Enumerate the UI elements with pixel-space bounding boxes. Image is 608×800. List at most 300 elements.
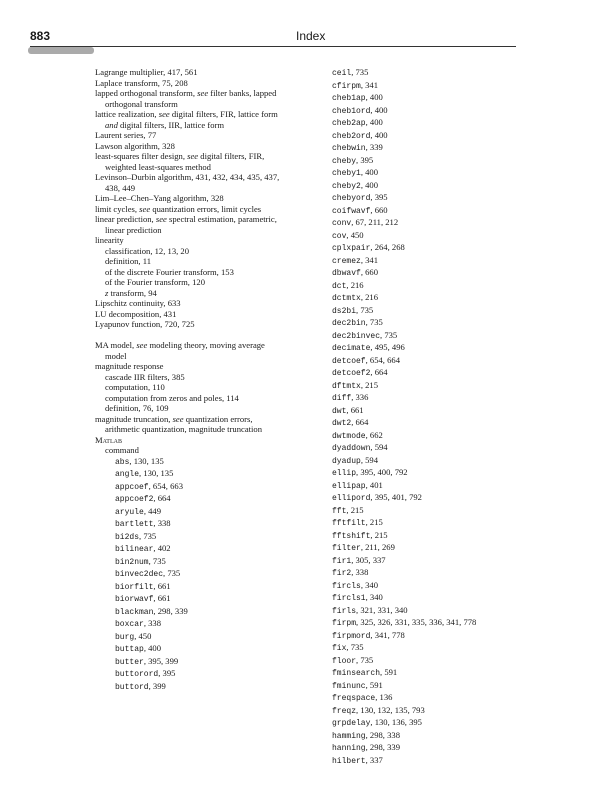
index-entry <box>95 568 315 581</box>
index-entry <box>332 117 582 130</box>
entry-text: filter banks, lapped <box>210 88 277 98</box>
command-name: fir1 <box>332 556 352 566</box>
index-entry <box>332 642 582 655</box>
entry-text: Laplace transform, 75, 208 <box>95 77 188 88</box>
command-name: coifwavf <box>332 206 371 216</box>
command-name: freqz <box>332 706 357 716</box>
index-entry <box>95 193 315 204</box>
entry-text: digital filters, FIR, lattice form <box>171 109 278 119</box>
page-refs: , 395 <box>370 192 388 202</box>
page-refs: , 450 <box>134 630 152 641</box>
index-entry <box>332 717 582 730</box>
index-entry <box>332 155 582 168</box>
see-reference: see <box>155 214 167 224</box>
index-entry <box>332 705 582 718</box>
page-refs: , 664 <box>351 417 369 427</box>
index-entry <box>95 319 315 330</box>
page-refs: , 400 <box>365 117 383 127</box>
index-entry <box>95 668 315 681</box>
index-entry <box>332 555 582 568</box>
command-name: firls <box>332 606 357 616</box>
command-name: fminsearch <box>332 669 381 678</box>
page-refs: , 449 <box>143 505 161 516</box>
entry-text: magnitude response <box>95 361 164 371</box>
page-refs: , 130, 135 <box>129 455 164 466</box>
index-column-left <box>95 67 315 693</box>
thumb-tab-bar <box>28 47 94 54</box>
entry-text: arithmetic quantization, magnitude truncation <box>105 424 263 434</box>
page-refs: , 591 <box>380 667 398 677</box>
index-entry <box>332 730 582 743</box>
index-entry <box>95 468 315 481</box>
entry-text: definition, 11 <box>105 256 151 266</box>
index-entry <box>95 162 315 173</box>
index-entry <box>332 267 582 280</box>
entry-text: of the discrete Fourier transform, 153 <box>105 266 234 277</box>
entry-text: quantization errors, limit cycles <box>152 203 262 214</box>
page-refs: , 211, 269 <box>360 542 395 552</box>
command-name: ellipap <box>332 481 366 491</box>
page-refs: , 654, 663 <box>148 480 183 491</box>
page-refs: , 400 <box>360 179 378 190</box>
page-refs: , 130, 132, 135, 793 <box>356 704 425 715</box>
page-refs: , 298, 339 <box>365 742 400 752</box>
index-entry <box>95 256 315 267</box>
page-refs: , 401 <box>365 479 383 490</box>
entry-text: magnitude truncation, <box>95 413 171 424</box>
command-name: fminunc <box>332 681 366 691</box>
page-refs: , 594 <box>360 454 378 465</box>
index-entry <box>95 643 315 656</box>
entry-text: modeling theory, moving average <box>149 340 265 350</box>
command-name: filter <box>332 544 361 553</box>
page-refs: , 735 <box>346 642 364 652</box>
index-entry <box>95 631 315 644</box>
page-refs: , 664 <box>370 367 388 377</box>
page-refs: , 660 <box>370 204 388 215</box>
command-name: dftmtx <box>332 381 361 391</box>
entry-text: Lyapunov function, 720, 725 <box>95 319 195 329</box>
index-entry <box>332 305 582 318</box>
command-name: aryule <box>115 507 144 517</box>
command-name: freqspace <box>332 694 376 703</box>
entry-text: computation, 110 <box>105 382 165 392</box>
page-refs: , 660 <box>360 267 378 277</box>
command-name: grpdelay <box>332 719 371 728</box>
index-entry <box>95 403 315 414</box>
index-entry <box>332 142 582 155</box>
index-entry <box>95 109 315 120</box>
index-entry <box>95 556 315 569</box>
command-name: detcoef2 <box>332 369 371 378</box>
index-entry <box>332 655 582 668</box>
index-entry <box>332 630 582 643</box>
page-refs: , 495, 496 <box>370 342 405 352</box>
page-refs: , 336 <box>351 392 369 402</box>
command-name: fir2 <box>332 569 352 578</box>
index-entry <box>95 361 315 372</box>
command-name: bilinear <box>115 545 154 554</box>
command-name: cheb2ord <box>332 131 371 141</box>
command-name: hanning <box>332 744 366 753</box>
command-name: appcoef <box>115 482 149 492</box>
command-name: cheb2ap <box>332 119 366 128</box>
command-name: burg <box>115 632 135 642</box>
entry-text: definition, 76, 109 <box>105 403 169 413</box>
command-name: dec2bin <box>332 319 366 328</box>
command-name: dyaddown <box>332 444 371 453</box>
page-refs: , 215 <box>360 379 378 390</box>
page-refs: , 338 <box>143 618 161 628</box>
command-name: buttord <box>115 682 149 692</box>
index-entry <box>332 567 582 580</box>
entry-text: lattice realization, <box>95 109 157 119</box>
page-refs: , 591 <box>365 679 383 690</box>
entry-text: cascade IIR filters, 385 <box>105 371 185 382</box>
page-refs: , 402 <box>153 543 171 553</box>
index-entry <box>332 505 582 518</box>
entry-text: digital filters, IIR, lattice form <box>120 119 225 130</box>
entry-text: orthogonal transform <box>105 98 178 109</box>
entry-italic: z <box>105 287 109 298</box>
index-entry <box>95 78 315 89</box>
page-refs: , 662 <box>365 429 383 440</box>
index-entry <box>95 414 315 425</box>
index-entry <box>95 506 315 519</box>
index-entry <box>95 88 315 99</box>
index-entry <box>332 92 582 105</box>
command-name: dwtmode <box>332 431 366 441</box>
index-entry <box>332 380 582 393</box>
page-refs: , 735 <box>163 568 181 578</box>
command-name: decimate <box>332 344 371 353</box>
index-entry <box>332 480 582 493</box>
page-refs: , 264, 268 <box>370 242 405 252</box>
command-name: cplxpair <box>332 244 371 253</box>
page-refs: , 395, 400, 792 <box>356 467 408 477</box>
command-name: boxcar <box>115 620 144 629</box>
page-refs: , 216 <box>346 279 364 290</box>
index-entry <box>95 67 315 78</box>
page-refs: , 130, 136, 395 <box>370 717 422 727</box>
command-name: cheby2 <box>332 181 361 191</box>
entry-italic: and <box>105 119 118 130</box>
index-entry <box>95 681 315 694</box>
entry-text: model <box>105 350 127 361</box>
command-name: fftshift <box>332 531 371 541</box>
entry-text: quantization errors, <box>185 413 253 424</box>
index-entry <box>332 280 582 293</box>
page-refs: , 298, 338 <box>365 729 400 740</box>
index-entry <box>95 141 315 152</box>
page-refs: , 395, 399 <box>143 655 179 666</box>
page-refs: , 661 <box>153 593 171 603</box>
index-entry <box>95 183 315 194</box>
index-entry <box>332 192 582 205</box>
index-entry <box>95 618 315 631</box>
entry-text: linear prediction, <box>95 214 154 224</box>
command-name: conv <box>332 219 352 228</box>
page-refs: , 337 <box>365 754 383 765</box>
see-reference: see <box>139 203 151 214</box>
entry-text: transform, 94 <box>110 287 157 298</box>
entry-text: least-squares filter design, <box>95 151 185 161</box>
index-entry <box>95 424 315 435</box>
command-name: binvec2dec <box>115 570 164 579</box>
see-reference: see <box>158 109 170 119</box>
command-name: appcoef2 <box>115 495 154 504</box>
command-name: blackman <box>115 607 154 617</box>
page-refs: , 400 <box>143 643 161 653</box>
page-refs: , 735 <box>380 329 398 340</box>
page-refs: , 339 <box>365 142 383 152</box>
command-name: buttorord <box>115 670 159 679</box>
command-name: fircls <box>332 581 361 591</box>
command-name: fftfilt <box>332 519 366 528</box>
command-name: firpm <box>332 619 357 628</box>
index-entry <box>332 342 582 355</box>
entry-text: Lawson algorithm, 328 <box>95 140 175 151</box>
index-entry <box>95 130 315 141</box>
index-entry <box>332 130 582 143</box>
command-name: cheb1ord <box>332 106 371 116</box>
page-refs: , 321, 331, 340 <box>356 604 408 615</box>
index-entry <box>332 355 582 368</box>
page-refs: , 735 <box>356 304 374 315</box>
page-refs: , 735 <box>351 67 369 77</box>
entry-text: classification, 12, 13, 20 <box>105 245 190 256</box>
entry-text: 438, 449 <box>105 182 136 193</box>
index-entry <box>95 606 315 619</box>
index-entry <box>95 435 315 446</box>
index-entry <box>332 255 582 268</box>
command-name: ellipord <box>332 494 371 503</box>
index-entry <box>332 392 582 405</box>
command-name: firpmord <box>332 631 371 641</box>
command-name: ellip <box>332 469 357 478</box>
index-entry <box>95 372 315 383</box>
entry-text: MA model, <box>95 340 135 350</box>
index-entry <box>95 288 315 299</box>
page-refs: , 338 <box>351 567 369 577</box>
entry-text: Lipschitz continuity, 633 <box>95 298 181 308</box>
page-refs: , 395, 401, 792 <box>370 492 422 502</box>
index-entry <box>95 246 315 257</box>
page-refs: , 215 <box>346 504 364 515</box>
index-entry <box>95 120 315 131</box>
page-refs: , 399 <box>148 680 166 691</box>
command-name: cremez <box>332 256 361 266</box>
page-refs: , 735 <box>356 654 374 665</box>
page-refs: , 735 <box>139 530 157 541</box>
command-name: cheby1 <box>332 169 361 178</box>
page-refs: , 395 <box>356 154 374 165</box>
index-entry <box>95 309 315 320</box>
index-entry <box>95 543 315 556</box>
index-entry <box>332 292 582 305</box>
see-reference: see <box>172 413 184 424</box>
entry-text: of the Fourier transform, 120 <box>105 277 205 287</box>
command-name: buttap <box>115 645 144 654</box>
index-entry <box>332 430 582 443</box>
index-entry <box>95 531 315 544</box>
command-name: dwt <box>332 406 347 416</box>
index-entry <box>332 617 582 630</box>
page-refs: , 735 <box>148 555 166 566</box>
see-reference: see <box>197 88 209 98</box>
command-name: hamming <box>332 731 366 741</box>
command-name: chebwin <box>332 144 366 153</box>
entry-text: lapped orthogonal transform, <box>95 88 195 98</box>
command-name: angle <box>115 470 140 479</box>
index-entry <box>332 692 582 705</box>
command-name: abs <box>115 457 130 467</box>
index-entry <box>95 99 315 110</box>
command-name: floor <box>332 656 357 666</box>
command-name: fix <box>332 644 347 653</box>
page-refs: , 340 <box>365 592 383 602</box>
index-entry <box>95 225 315 236</box>
command-name: dwt2 <box>332 419 352 428</box>
page-refs: , 325, 326, 331, 335, 336, 341, 778 <box>356 617 477 627</box>
index-entry <box>95 340 315 351</box>
index-entry <box>332 492 582 505</box>
index-entry <box>332 667 582 680</box>
page-refs: , 305, 337 <box>351 554 386 565</box>
command-name: dctmtx <box>332 294 361 303</box>
page-refs: , 341, 778 <box>370 629 405 640</box>
index-entry <box>332 330 582 343</box>
entry-text: linearity <box>95 235 124 245</box>
page-refs: , 400 <box>370 129 388 140</box>
index-entry <box>95 351 315 362</box>
entry-text: spectral estimation, parametric, <box>169 214 277 224</box>
index-entry <box>332 605 582 618</box>
index-entry <box>332 217 582 230</box>
index-entry <box>95 235 315 246</box>
index-entry <box>95 493 315 506</box>
page-refs: , 395 <box>158 668 176 678</box>
index-entry <box>332 467 582 480</box>
page-refs: , 130, 135 <box>139 468 174 478</box>
index-entry <box>95 298 315 309</box>
index-entry <box>332 442 582 455</box>
index-entry <box>95 172 315 183</box>
index-entry <box>95 214 315 225</box>
index-entry <box>332 417 582 430</box>
index-entry <box>95 277 315 288</box>
page-refs: , 661 <box>153 580 171 591</box>
index-entry <box>95 656 315 669</box>
entry-text: Laurent series, 77 <box>95 130 157 140</box>
index-entry <box>332 542 582 555</box>
index-entry <box>95 481 315 494</box>
page-refs: , 400 <box>365 92 383 102</box>
index-entry <box>332 67 582 80</box>
page-refs: , 136 <box>375 692 393 702</box>
page-number: 883 <box>30 29 51 43</box>
command-name: detcoef <box>332 356 366 366</box>
entry-text: Matlab <box>95 434 122 445</box>
index-entry <box>332 367 582 380</box>
command-name: hilbert <box>332 756 366 766</box>
page-refs: , 215 <box>370 529 388 540</box>
index-entry <box>332 405 582 418</box>
index-entry <box>332 680 582 693</box>
page-refs: , 338 <box>153 518 171 528</box>
entry-text: digital filters, FIR, <box>200 151 265 161</box>
entry-text: computation from zeros and poles, 114 <box>105 392 239 403</box>
entry-text: Lagrange multiplier, 417, 561 <box>95 67 198 77</box>
index-entry <box>332 580 582 593</box>
index-entry <box>332 230 582 243</box>
page-refs: , 664 <box>153 493 171 503</box>
command-name: bin2num <box>115 557 149 567</box>
command-name: cfirpm <box>332 81 361 91</box>
index-entry <box>332 242 582 255</box>
command-name: chebyord <box>332 194 371 203</box>
page-refs: , 340 <box>360 579 378 590</box>
index-column-right <box>332 67 582 767</box>
command-name: butter <box>115 657 144 667</box>
page-refs: , 341 <box>360 254 378 265</box>
entry-text: Lim–Lee–Chen–Yang algorithm, 328 <box>95 193 224 203</box>
running-head: Index <box>296 29 326 43</box>
command-name: cheby <box>332 156 357 166</box>
page-refs: , 341 <box>360 79 378 90</box>
index-entry <box>332 742 582 755</box>
index-entry <box>95 267 315 278</box>
index-entry <box>95 204 315 215</box>
index-entry <box>95 151 315 162</box>
command-name: bartlett <box>115 520 154 529</box>
command-name: fircls1 <box>332 594 366 603</box>
index-entry <box>332 755 582 768</box>
command-name: biorwavf <box>115 595 154 604</box>
command-name: fft <box>332 506 347 516</box>
index-entry <box>95 456 315 469</box>
header-rule <box>30 46 516 47</box>
index-entry <box>95 581 315 594</box>
index-entry <box>332 167 582 180</box>
index-entry <box>95 593 315 606</box>
page-refs: , 654, 664 <box>365 354 400 365</box>
command-name: dct <box>332 281 347 291</box>
entry-text: weighted least-squares method <box>105 161 211 172</box>
entry-text: linear prediction <box>105 224 162 235</box>
index-entry <box>332 517 582 530</box>
entry-text: LU decomposition, 431 <box>95 308 177 319</box>
command-name: dec2binvec <box>332 331 381 341</box>
page-refs: , 661 <box>346 404 364 415</box>
index-entry <box>332 180 582 193</box>
page-refs: , 450 <box>346 229 364 240</box>
index-entry <box>332 105 582 118</box>
page-refs: , 400 <box>370 104 388 115</box>
entry-text: command <box>105 445 139 455</box>
page-refs: , 67, 211, 212 <box>351 217 399 227</box>
index-entry <box>332 530 582 543</box>
command-name: diff <box>332 394 352 403</box>
index-entry <box>332 80 582 93</box>
index-entry <box>95 518 315 531</box>
command-name: bi2ds <box>115 532 140 542</box>
page-refs: , 216 <box>360 292 378 302</box>
command-name: dbwavf <box>332 269 361 278</box>
index-entry <box>95 393 315 404</box>
index-entry <box>332 592 582 605</box>
see-reference: see <box>187 151 199 161</box>
